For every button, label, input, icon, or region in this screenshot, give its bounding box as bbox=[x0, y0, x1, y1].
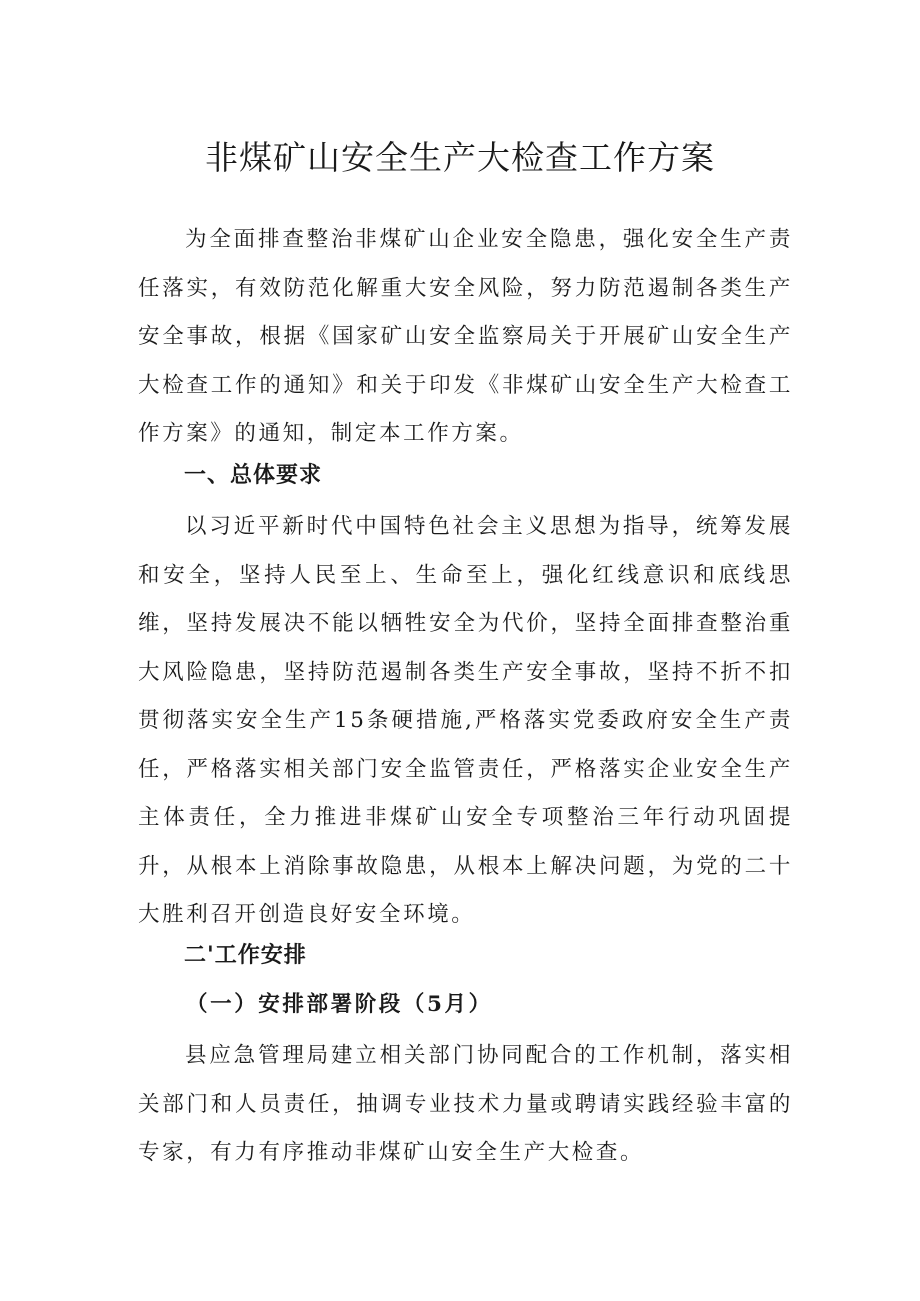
deployment-stage-paragraph: 县应急管理局建立相关部门协同配合的工作机制，落实相关部门和人员责任，抽调专业技术力量或聘请实践经验丰富的专家，有力有序推动非煤矿山安全生产大检查。 bbox=[138, 1043, 793, 1165]
general-requirements-paragraph: 以习近平新时代中国特色社会主义思想为指导，统筹发展和安全，坚持人民至上、生命至上，强化红线意识和底线思维，坚持发展决不能以牺牲安全为代价，坚持全面排查整治重大风险隐患，坚持防范遏制各类生产安全事故，坚持不折不扣贯彻落实安全生产15条硬措施,严格落实党委政府安全生产责任，严格落实相关部门安全监管责任，严格落实企业安全生产主体责任，全力推进非煤矿山安全专项整治三年行动巩固提升，从根本上消除事故隐患，从根本上解决问题，为党的二十大胜利召开创造良好安全环境。 bbox=[138, 514, 793, 927]
document-title: 非煤矿山安全生产大检查工作方案 bbox=[205, 138, 715, 177]
section-heading-general-requirements: 一、总体要求 bbox=[184, 463, 323, 488]
intro-paragraph: 为全面排查整治非煤矿山企业安全隐患，强化安全生产责任落实，有效防范化解重大安全风险，努力防范遏制各类生产安全事故，根据《国家矿山安全监察局关于开展矿山安全生产大检查工作的通知》和关于印发《非煤矿山安全生产大检查工作方案》的通知，制定本工作方案。 bbox=[138, 227, 793, 446]
section-heading-work-arrangement: 二'工作安排 bbox=[184, 943, 307, 968]
subsection-heading-deployment-stage: （一）安排部署阶段（5月） bbox=[186, 992, 493, 1017]
